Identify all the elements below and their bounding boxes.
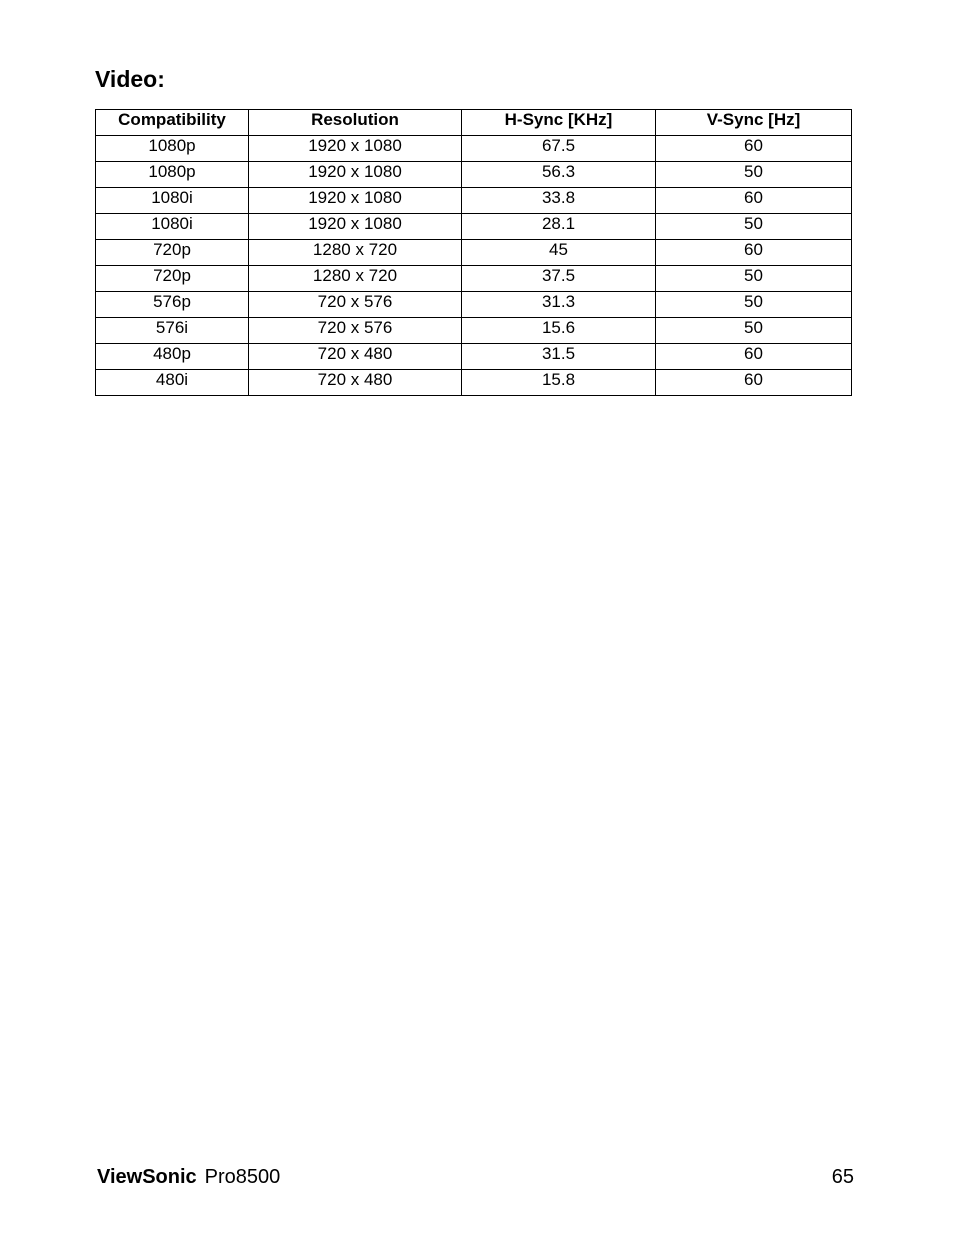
table-row (96, 136, 852, 162)
cell-h-sync: 28.1 (462, 214, 656, 240)
footer-brand: ViewSonic (97, 1166, 197, 1188)
cell-v-sync: 60 (656, 188, 852, 214)
cell-compatibility: 1080i (96, 188, 249, 214)
cell-v-sync: 50 (656, 292, 852, 318)
cell-v-sync: 50 (656, 162, 852, 188)
table-header-row (96, 110, 852, 136)
column-header-compatibility: Compatibility (96, 110, 249, 136)
cell-resolution: 1280 x 720 (249, 240, 462, 266)
cell-resolution: 1920 x 1080 (249, 162, 462, 188)
page-number: 65 (831, 1166, 854, 1188)
cell-h-sync: 45 (462, 240, 656, 266)
cell-resolution: 1280 x 720 (249, 266, 462, 292)
column-header-v-sync: V-Sync [Hz] (656, 110, 852, 136)
cell-resolution: 720 x 480 (249, 344, 462, 370)
cell-compatibility: 576i (96, 318, 249, 344)
page-footer (97, 1164, 854, 1190)
cell-compatibility: 1080p (96, 136, 249, 162)
cell-compatibility: 720p (96, 266, 249, 292)
cell-resolution: 1920 x 1080 (249, 214, 462, 240)
column-header-h-sync: H-Sync [KHz] (462, 110, 656, 136)
cell-v-sync: 50 (656, 318, 852, 344)
cell-compatibility: 480p (96, 344, 249, 370)
table-row (96, 162, 852, 188)
video-compatibility-table (95, 109, 852, 396)
cell-resolution: 720 x 576 (249, 318, 462, 344)
cell-h-sync: 15.8 (462, 370, 656, 396)
cell-h-sync: 37.5 (462, 266, 656, 292)
cell-h-sync: 67.5 (462, 136, 656, 162)
column-header-resolution: Resolution (249, 110, 462, 136)
cell-v-sync: 50 (656, 266, 852, 292)
cell-resolution: 720 x 480 (249, 370, 462, 396)
cell-h-sync: 56.3 (462, 162, 656, 188)
cell-resolution: 1920 x 1080 (249, 188, 462, 214)
cell-h-sync: 31.3 (462, 292, 656, 318)
table-row (96, 188, 852, 214)
cell-h-sync: 31.5 (462, 344, 656, 370)
table-row (96, 370, 852, 396)
cell-compatibility: 480i (96, 370, 249, 396)
cell-v-sync: 60 (656, 344, 852, 370)
table-row (96, 344, 852, 370)
cell-compatibility: 1080p (96, 162, 249, 188)
cell-v-sync: 60 (656, 370, 852, 396)
cell-v-sync: 50 (656, 214, 852, 240)
footer-model: Pro8500 (204, 1166, 281, 1188)
cell-compatibility: 576p (96, 292, 249, 318)
table-row (96, 240, 852, 266)
table-row (96, 266, 852, 292)
table-row (96, 318, 852, 344)
cell-resolution: 720 x 576 (249, 292, 462, 318)
section-title: Video: (95, 66, 165, 92)
cell-compatibility: 720p (96, 240, 249, 266)
table-row (96, 214, 852, 240)
cell-v-sync: 60 (656, 240, 852, 266)
cell-v-sync: 60 (656, 136, 852, 162)
table-row (96, 292, 852, 318)
cell-h-sync: 33.8 (462, 188, 656, 214)
cell-compatibility: 1080i (96, 214, 249, 240)
cell-h-sync: 15.6 (462, 318, 656, 344)
cell-resolution: 1920 x 1080 (249, 136, 462, 162)
